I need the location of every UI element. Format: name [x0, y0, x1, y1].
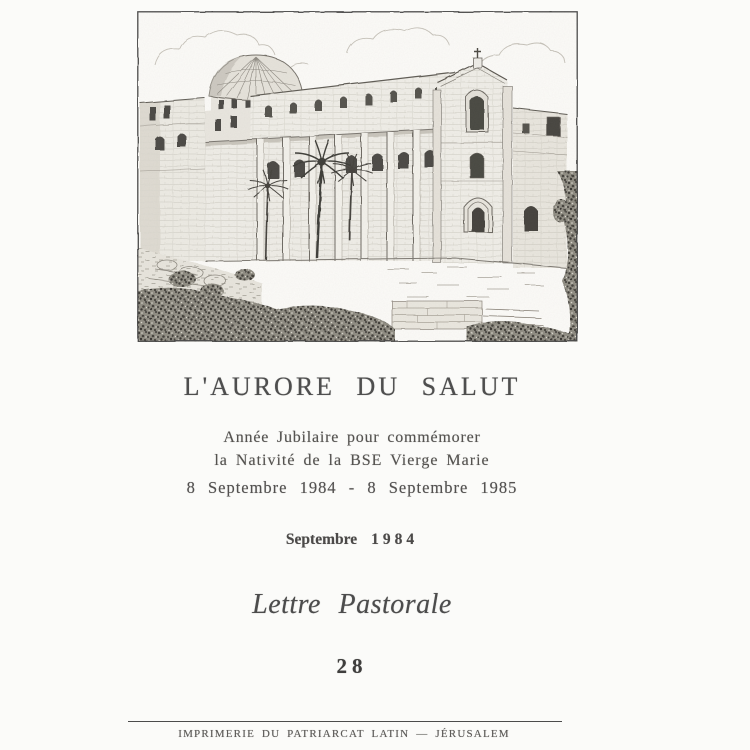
scan-grain-overlay	[137, 11, 578, 342]
jubilee-date-range: 8 Septembre 1984 - 8 Septembre 1985	[186, 478, 518, 497]
imprint-line: IMPRIMERIE DU PATRIARCAT LATIN — JÉRUSALEM	[178, 728, 510, 740]
subtitle-line-2: la Nativité de la BSE Vierge Marie	[214, 452, 490, 469]
footer-rule	[128, 721, 562, 722]
document-type: Lettre Pastorale	[252, 589, 452, 620]
subtitle-line-1: Année Jubilaire pour commémorer	[223, 429, 481, 446]
issue-date	[0, 531, 704, 549]
issue-month: Septembre	[285, 531, 358, 548]
basilica-engraving-svg	[137, 11, 578, 342]
page-title: L'AURORE DU SALUT	[183, 372, 521, 401]
issue-year: 1984	[371, 531, 419, 548]
issue-number: 28	[336, 654, 368, 678]
cover-illustration	[137, 11, 578, 342]
